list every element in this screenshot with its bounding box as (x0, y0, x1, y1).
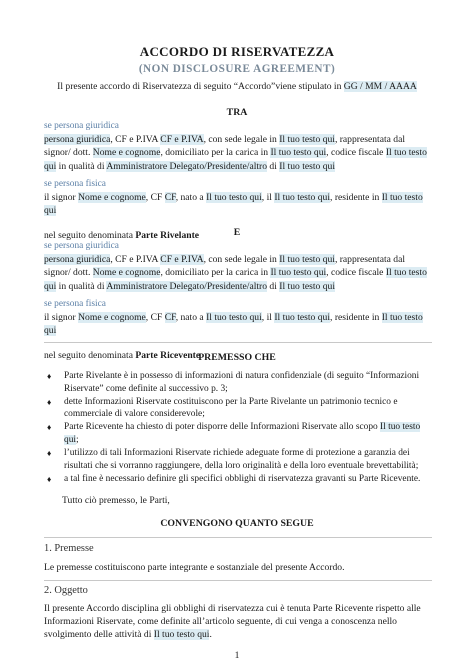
party2-label-pg: se persona giuridica (44, 241, 119, 251)
field[interactable]: CF (164, 312, 176, 324)
field[interactable]: Nome e cognome (92, 267, 161, 279)
text: , nato a (175, 312, 207, 324)
diamond-bullet-icon: ♦ (47, 396, 52, 407)
text: , residente in (330, 312, 382, 324)
field[interactable]: CF e P.IVA (160, 134, 204, 146)
text: nel seguito denominata (44, 230, 136, 242)
tra-heading: TRA (226, 107, 248, 118)
field[interactable]: Il tuo testo qui (44, 312, 423, 337)
text: , domiciliato per la carica in (160, 147, 271, 159)
field[interactable]: persona giuridica (44, 254, 111, 266)
text: , nato a (175, 192, 207, 204)
section1-text: Le premesse costituiscono parte integrante e sostanziale del presente Accordo. (44, 562, 345, 573)
field[interactable]: Il tuo testo qui (270, 267, 327, 279)
list-item (44, 370, 434, 395)
field[interactable]: Il tuo testo qui (279, 134, 335, 146)
field[interactable]: Il tuo testo qui (64, 422, 421, 445)
party1-name: Parte Rivelante (135, 230, 200, 242)
premesso-heading: PREMESSO CHE (198, 352, 276, 363)
text: , rappresentata dal signor/ dott. (44, 254, 405, 279)
field[interactable]: Il tuo testo qui (274, 312, 331, 324)
field[interactable]: persona giuridica (44, 134, 111, 146)
field[interactable]: Il tuo testo qui (44, 192, 423, 217)
text: , con sede legale in (203, 134, 280, 146)
text: il signor (44, 192, 79, 204)
diamond-bullet-icon: ♦ (47, 422, 52, 433)
section2-title: 2. Oggetto (44, 585, 88, 596)
text: Il presente Accordo disciplina gli obblighi di riservatezza cui è tenuta Parte Ricevente rispetto alle Informazioni Riservate, come definite all’articolo seguente, di cui venga a conoscenza nello svolgimento delle attività di (44, 603, 421, 641)
list-item (44, 421, 434, 446)
list-item (44, 396, 434, 421)
divider (44, 342, 432, 343)
field[interactable]: Il tuo testo qui (206, 192, 262, 204)
field[interactable]: Il tuo testo qui (279, 254, 335, 266)
text: . (209, 629, 212, 641)
field[interactable]: Il tuo testo qui (44, 267, 427, 292)
list-item-text: a tal fine è necessario definire gli specifici obblighi di riservatezza gravanti su Parte Ricevente. (64, 473, 421, 484)
document-title: ACCORDO DI RISERVATEZZA (139, 44, 335, 59)
text: , domiciliato per la carica in (160, 267, 271, 279)
party2-pf-text (44, 311, 432, 337)
intro-date-field[interactable]: GG / MM / AAAA (343, 81, 417, 92)
field[interactable]: Nome e cognome (78, 192, 146, 204)
party1-label-pg: se persona giuridica (44, 121, 119, 131)
party2-block (44, 240, 432, 363)
party2-label-pf: se persona fisica (44, 298, 106, 309)
divider (44, 537, 432, 538)
text: , il (261, 192, 275, 204)
party1-pg-text (44, 133, 432, 173)
party1-label-pf: se persona fisica (44, 178, 106, 189)
text: , codice fiscale (326, 147, 386, 159)
diamond-bullet-icon: ♦ (47, 473, 52, 484)
field[interactable]: CF e P.IVA (160, 254, 204, 266)
convengono-heading: CONVENGONO QUANTO SEGUE (160, 518, 314, 529)
diamond-bullet-icon: ♦ (47, 371, 52, 381)
section2-text (44, 602, 432, 642)
list-item-text: dette Informazioni Riservate costituiscono per la Parte Rivelante un patrimonio tecnico e commerciale di valore considerevole; (64, 396, 398, 420)
field[interactable]: Il tuo testo qui (270, 147, 327, 159)
divider (44, 580, 432, 581)
tutto-premesso: Tutto ciò premesso, le Parti, (62, 495, 170, 506)
list-item (44, 473, 434, 486)
premesse-list (44, 370, 434, 486)
party2-name: Parte Ricevente (135, 350, 201, 362)
e-heading: E (233, 227, 241, 238)
document-subtitle: (NON DISCLOSURE AGREEMENT) (138, 63, 336, 75)
field[interactable]: Il tuo testo qui (44, 147, 427, 172)
field[interactable]: Il tuo testo qui (279, 160, 335, 172)
text: , rappresentata dal signor/ dott. (44, 134, 405, 159)
field[interactable]: Amministratore Delegato/Presidente/altro (106, 280, 268, 292)
text: in qualità di (56, 280, 107, 292)
text: , CF (145, 312, 165, 324)
text: , CF e P.IVA (110, 254, 161, 266)
field[interactable]: Il tuo testo qui (274, 192, 331, 204)
intro-line (0, 80, 474, 93)
text: di (267, 160, 280, 172)
text: , CF e P.IVA (110, 134, 161, 146)
text: , residente in (330, 192, 382, 204)
list-item-text: Parte Rivelante è in possesso di informazioni di natura confidenziale (di seguito “Informazioni Riservate” come definite al successivo p. 3; (64, 371, 420, 394)
field[interactable]: Il tuo testo qui (153, 629, 210, 641)
field[interactable]: Nome e cognome (92, 147, 161, 159)
list-item-text: Parte Ricevente ha chiesto di poter disporre delle Informazioni Riservate allo scopo (64, 422, 381, 433)
list-item (44, 447, 434, 472)
party2-pg-text (44, 253, 432, 293)
text: , con sede legale in (203, 254, 280, 266)
field[interactable]: Il tuo testo qui (206, 312, 262, 324)
section1-title: 1. Premesse (44, 543, 94, 554)
text: il signor (44, 312, 79, 324)
page-number: 1 (234, 650, 240, 661)
text: in qualità di (56, 160, 107, 172)
text: di (267, 280, 280, 292)
diamond-bullet-icon: ♦ (47, 448, 52, 459)
text: ; (75, 434, 79, 445)
field[interactable]: Il tuo testo qui (279, 280, 335, 292)
field[interactable]: Amministratore Delegato/Presidente/altro (106, 160, 268, 172)
text: , codice fiscale (326, 267, 386, 279)
intro-text: Il presente accordo di Riservatezza di seguito “Accordo”viene stipulato in (57, 81, 344, 92)
party1-block (44, 120, 432, 243)
party1-pf-text (44, 191, 432, 217)
list-item-text: l’utilizzo di tali Informazioni Riservate richiede adeguate forme di protezione a garanzia dei risultati che si vorranno raggiungere, della loro originalità e della loro eventuale brevettabilità; (64, 448, 419, 471)
text: nel seguito denominata (44, 350, 136, 362)
text: , CF (145, 192, 165, 204)
field[interactable]: CF (164, 192, 176, 204)
field[interactable]: Nome e cognome (78, 312, 146, 324)
text: , il (261, 312, 275, 324)
